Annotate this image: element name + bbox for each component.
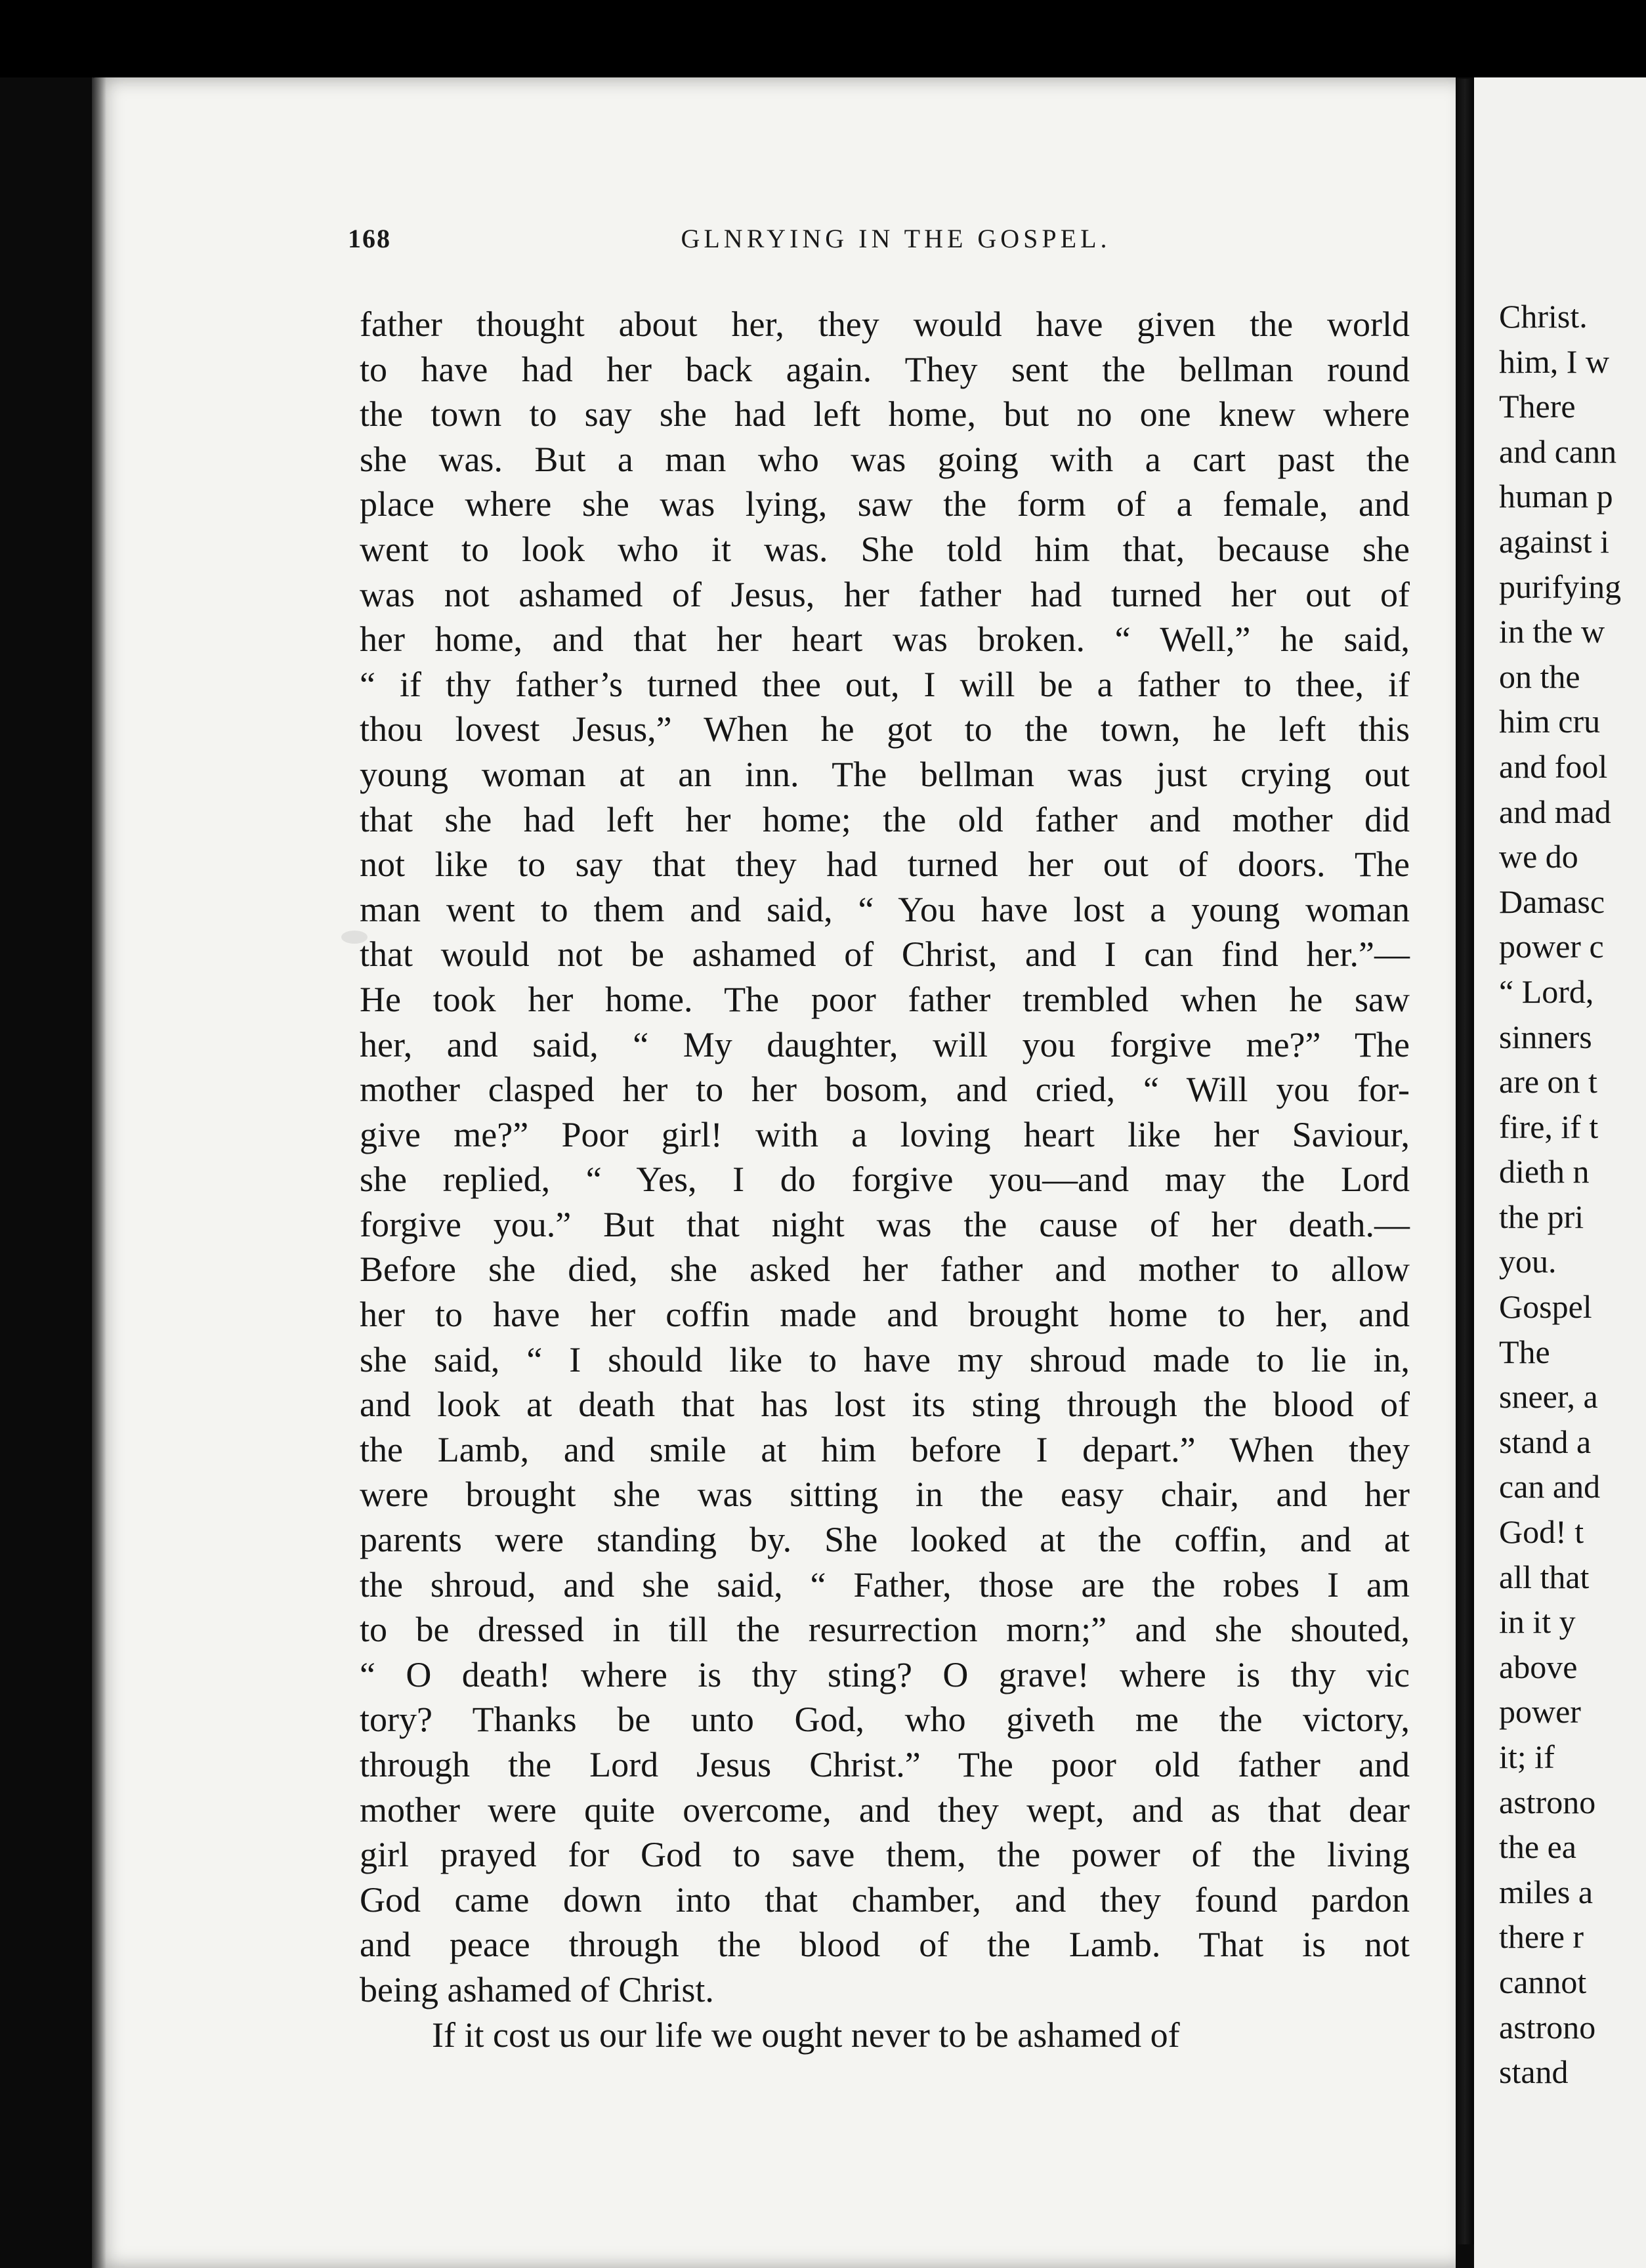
facing-text-line: on the xyxy=(1499,658,1580,695)
facing-text-line: sneer, a xyxy=(1499,1378,1598,1416)
text-line: that she had left her home; the old father and mother did xyxy=(360,799,1410,839)
text-line: went to look who it was. She told him that, because she xyxy=(360,529,1410,569)
facing-text-line: all that xyxy=(1499,1558,1590,1595)
facing-text-line: you. xyxy=(1499,1243,1557,1280)
text-line: and look at death that has lost its sting through the blood of xyxy=(360,1385,1410,1425)
facing-text-line: “ Lord, xyxy=(1499,973,1594,1010)
text-line: tory? Thanks be unto God, who giveth me the victory, xyxy=(360,1700,1410,1740)
facing-text-line: There xyxy=(1499,388,1576,425)
text-line: parents were standing by. She looked at the coffin, and at xyxy=(360,1520,1410,1560)
text-line: If it cost us our life we ought never to be ashamed of xyxy=(432,2015,1180,2055)
facing-text-line: astrono xyxy=(1499,1783,1596,1820)
text-line: the Lamb, and smile at him before I depart.” When they xyxy=(360,1429,1410,1469)
facing-text-line: we do xyxy=(1499,838,1578,875)
text-line: place where she was lying, saw the form of a female, and xyxy=(360,484,1410,524)
text-line: mother clasped her to her bosom, and cried, “ Will you for- xyxy=(360,1070,1410,1110)
text-line: to have had her back again. They sent the bellman round xyxy=(360,349,1410,389)
facing-text-line: purifying xyxy=(1499,568,1622,605)
text-line: she replied, “ Yes, I do forgive you—and may the Lord xyxy=(360,1160,1410,1200)
text-line: her, and said, “ My daughter, will you forgive me?” The xyxy=(360,1024,1410,1064)
text-line: was not ashamed of Jesus, her father had turned her out of xyxy=(360,574,1410,614)
facing-text-line: fire, if t xyxy=(1499,1108,1599,1145)
text-line: Before she died, she asked her father and mother to allow xyxy=(360,1250,1410,1290)
facing-text-line: it; if xyxy=(1499,1738,1555,1775)
text-line: she was. But a man who was going with a cart past the xyxy=(360,439,1410,479)
facing-text-line: and mad xyxy=(1499,793,1611,830)
facing-text-line: are on t xyxy=(1499,1063,1597,1101)
text-line: her to have her coffin made and brought home to her, and xyxy=(360,1295,1410,1335)
text-line: “ if thy father’s turned thee out, I will be a father to thee, if xyxy=(360,664,1410,704)
text-line: she said, “ I should like to have my shroud made to lie in, xyxy=(360,1339,1410,1379)
text-line: man went to them and said, “ You have lost a young woman xyxy=(360,889,1410,929)
facing-text-line: dieth n xyxy=(1499,1153,1590,1190)
facing-text-line: him cru xyxy=(1499,703,1601,740)
facing-text-line: him, I w xyxy=(1499,343,1610,380)
facing-text-line: God! t xyxy=(1499,1513,1584,1551)
facing-text-line: The xyxy=(1499,1333,1550,1370)
text-line: young woman at an inn. The bellman was just crying out xyxy=(360,754,1410,794)
text-line: give me?” Poor girl! with a loving heart like her Saviour, xyxy=(360,1114,1410,1154)
facing-text-line: human p xyxy=(1499,478,1613,515)
page-edge-shadow xyxy=(92,77,106,2268)
facing-text-line: there r xyxy=(1499,1918,1584,1956)
facing-text-line: the pri xyxy=(1499,1198,1584,1235)
book-gutter xyxy=(1456,79,1474,2244)
facing-text-line: cannot xyxy=(1499,1963,1587,2000)
text-line: being ashamed of Christ. xyxy=(360,1969,714,2009)
running-head-title: GLNRYING IN THE GOSPEL. xyxy=(681,224,1111,253)
text-line: girl prayed for God to save them, the power of the living xyxy=(360,1835,1410,1875)
facing-text-line: astrono xyxy=(1499,2008,1596,2046)
text-line: thou lovest Jesus,” When he got to the town, he left this xyxy=(360,709,1410,749)
facing-text-line: can and xyxy=(1499,1468,1601,1505)
body-text xyxy=(360,302,1410,2057)
facing-text-line: miles a xyxy=(1499,1873,1593,1910)
facing-text-line: stand xyxy=(1499,2053,1569,2091)
text-line: mother were quite overcome, and they wept, and as that dear xyxy=(360,1790,1410,1830)
facing-page xyxy=(1474,77,1646,2268)
text-line: through the Lord Jesus Christ.” The poor old father and xyxy=(360,1745,1410,1784)
page-number: 168 xyxy=(348,224,391,253)
text-line: He took her home. The poor father trembled when he saw xyxy=(360,979,1410,1019)
facing-text-line: in the w xyxy=(1499,613,1605,650)
facing-text-line: Gospel xyxy=(1499,1288,1592,1326)
facing-text-line: in it y xyxy=(1499,1603,1576,1641)
facing-page-text xyxy=(1499,294,1646,2095)
facing-text-line: and cann xyxy=(1499,432,1617,470)
text-line: her home, and that her heart was broken. “ Well,” he said, xyxy=(360,620,1410,660)
text-line: were brought she was sitting in the easy chair, and her xyxy=(360,1475,1410,1515)
facing-text-line: Damasc xyxy=(1499,883,1605,920)
facing-text-line: sinners xyxy=(1499,1018,1592,1055)
facing-text-line: power c xyxy=(1499,928,1604,965)
facing-text-line: above xyxy=(1499,1648,1578,1685)
text-line: father thought about her, they would have given the world xyxy=(360,304,1410,344)
text-line: and peace through the blood of the Lamb. That is not xyxy=(360,1925,1410,1965)
scan-background xyxy=(0,0,1646,77)
facing-text-line: stand a xyxy=(1499,1423,1592,1460)
text-line: not like to say that they had turned her out of doors. The xyxy=(360,845,1410,885)
facing-text-line: and fool xyxy=(1499,747,1608,785)
text-line: that would not be ashamed of Christ, and I can find her.”— xyxy=(360,934,1410,975)
text-line: the town to say she had left home, but no one knew where xyxy=(360,394,1410,434)
text-line: the shroud, and she said, “ Father, those are the robes I am xyxy=(360,1564,1410,1605)
text-line: God came down into that chamber, and they found pardon xyxy=(360,1880,1410,1920)
text-line: “ O death! where is thy sting? O grave! where is thy vic xyxy=(360,1654,1410,1694)
facing-text-line: Christ. xyxy=(1499,298,1588,335)
facing-text-line: power xyxy=(1499,1693,1581,1731)
text-line: forgive you.” But that night was the cause of her death.— xyxy=(360,1204,1410,1244)
text-line: to be dressed in till the resurrection morn;” and she shouted, xyxy=(360,1610,1410,1650)
facing-text-line: against i xyxy=(1499,522,1610,560)
facing-text-line: the ea xyxy=(1499,1828,1576,1866)
